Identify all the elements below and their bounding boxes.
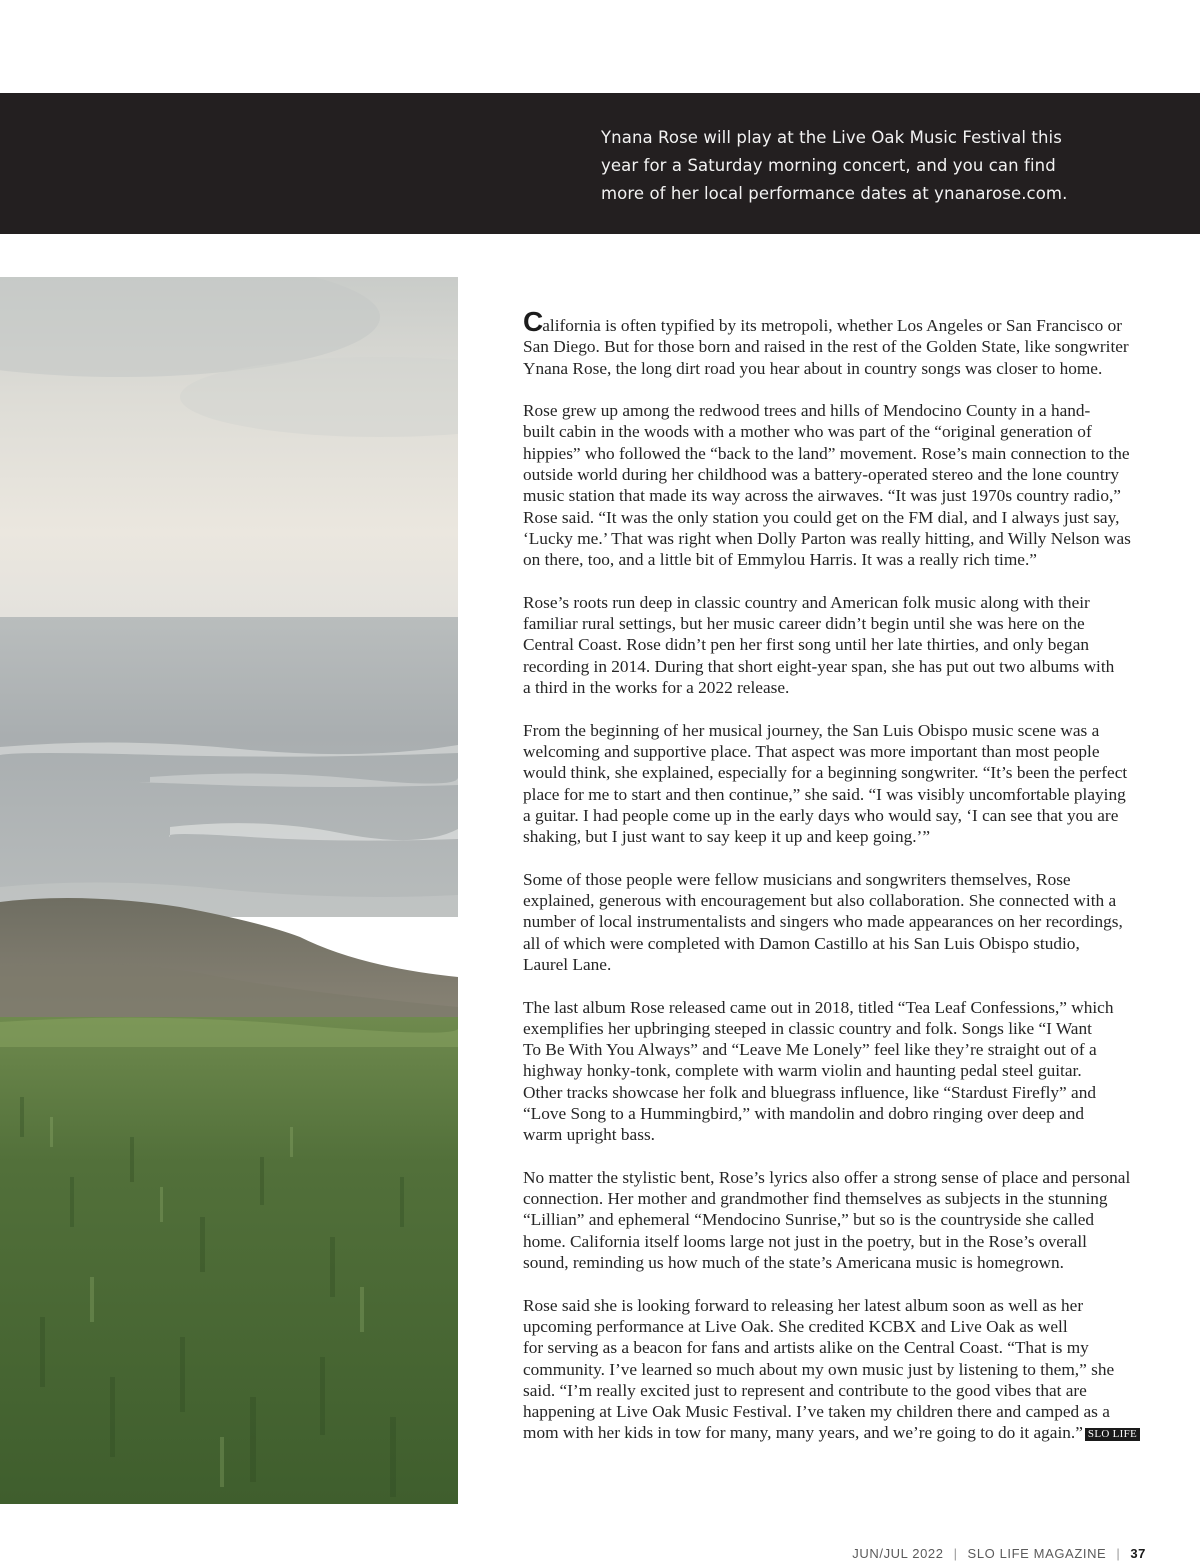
page-footer xyxy=(852,1546,1146,1561)
last-paragraph-text: Rose said she is looking forward to releasing her latest album soon as well as her upcoming performance at Live Oak. She credited KCBX and Live Oak as well for serving as a beacon for fans and artists alike on the Central Coast. “That is my community. I’ve learned so much about my own music just by listening to them,” she said. “I’m really excited just to represent and contribute to the good vibes that are happening at Live Oak Music Festival. I’ve taken my children there and camped as a mom with her kids in tow for many, many years, and we’re going to do it again.” xyxy=(523,1295,1115,1443)
article-paragraph xyxy=(523,306,1153,379)
page-number: 37 xyxy=(1130,1546,1146,1561)
issue-date: JUN/JUL 2022 xyxy=(852,1546,944,1561)
photo-caption: Ynana Rose will play at the Live Oak Music Festival this year for a Saturday morning concert, and you can find more of her local performance dates at ynanarose.com. xyxy=(601,128,1068,203)
article-paragraph: Some of those people were fellow musicians and songwriters themselves, Rose explained, generous with encouragement but also collaboration. She connected with a number of local instrumentalists and singers who made appearances on her recordings, all of which were completed with Damon Castillo at his San Luis Obispo studio, Laurel Lane. xyxy=(523,869,1123,974)
article-paragraph: Rose’s roots run deep in classic country and American folk music along with their familiar rural settings, but her music career didn’t begin until she was here on the Central Coast. Rose didn’t pen her first song until her late thirties, and only began recording in 2014. During that short eight-year span, she has put out two albums with a third in the works for a 2022 release. xyxy=(523,592,1115,698)
footer-separator: | xyxy=(1116,1546,1121,1561)
magazine-name: SLO LIFE MAGAZINE xyxy=(967,1546,1107,1561)
coastal-photo xyxy=(0,277,458,1504)
article-paragraph xyxy=(523,1295,1153,1444)
article-paragraph: The last album Rose released came out in 2018, titled “Tea Leaf Confessions,” which exemplifies her upbringing steeped in classic country and folk. Songs like “I Want To Be With You Always” and “Leave Me Lonely” feel like they’re straight out of a highway honky-tonk, complete with warm violin and haunting pedal steel guitar. Other tracks showcase her folk and bluegrass influence, like “Stardust Firefly” and “Love Song to a Hummingbird,” with mandolin and dobro ringing over deep and warm upright bass. xyxy=(523,997,1114,1145)
article-body xyxy=(523,306,1153,1465)
end-mark-logo: SLO LIFE xyxy=(1085,1428,1140,1441)
article-paragraph: Rose grew up among the redwood trees and hills of Mendocino County in a hand- built cabin in the woods with a mother who was part of the “original generation of hippies” who followed the “back to the land” movement. Rose’s main connection to the outside world during her childhood was a battery-operated stereo and the lone country music station that made its way across the airwaves. “It was just 1970s country radio,” Rose said. “It was the only station you could get on the FM dial, and I always just say, ‘Lucky me.’ That was right when Dolly Parton was really hitting, and Willy Nelson was on there, too, and a little bit of Emmylou Harris. It was a really rich time.” xyxy=(523,401,1131,570)
footer-separator: | xyxy=(953,1546,958,1561)
drop-cap: C xyxy=(523,306,543,337)
first-paragraph-text: alifornia is often typified by its metropoli, whether Los Angeles or San Francisco or San Diego. But for those born and raised in the rest of the Golden State, like songwriter Ynana Rose, the long dirt road you hear about in country songs was closer to home. xyxy=(523,316,1129,378)
article-paragraph: From the beginning of her musical journey, the San Luis Obispo music scene was a welcoming and supportive place. That aspect was more important than most people would think, she explained, especially for a beginning songwriter. “It’s been the perfect place for me to start and then continue,” she said. “I was visibly uncomfortable playing a guitar. I had people come up in the early days who would say, ‘I can see that you are shaking, but I just want to say keep it up and keep going.’” xyxy=(523,720,1128,847)
article-paragraph: No matter the stylistic bent, Rose’s lyrics also offer a strong sense of place and personal connection. Her mother and grandmother find themselves as subjects in the stunning “Lillian” and ephemeral “Mendocino Sunrise,” but so is the countryside she called home. California itself looms large not just in the poetry, but in the Rose’s overall sound, reminding us how much of the state’s Americana music is homegrown. xyxy=(523,1167,1131,1273)
